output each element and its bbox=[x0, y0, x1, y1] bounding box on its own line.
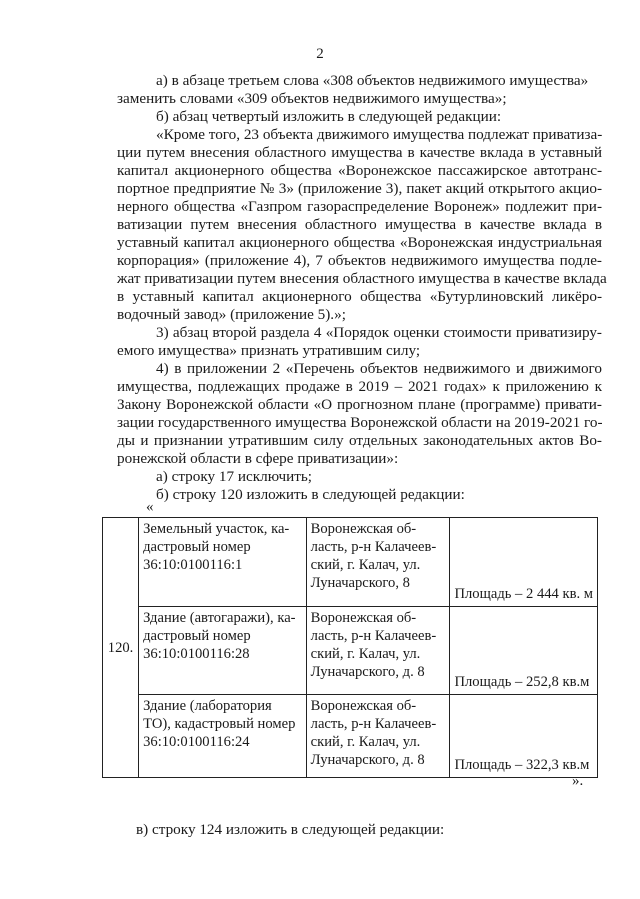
text-line: в уставный капитал акционерного общества «Бутурлиновский ликёро- bbox=[117, 288, 602, 305]
area-cell: Площадь – 322,3 кв.м bbox=[450, 695, 598, 778]
object-name-cell: Земельный участок, ка- дастровый номер 36:10:0100116:1 bbox=[139, 518, 307, 607]
text-line: емого имущества» признать утратившим силу; bbox=[117, 342, 421, 359]
close-quote: ». bbox=[572, 773, 584, 789]
text-line: зации государственного имущества Воронежской области на 2019-2021 го- bbox=[117, 414, 603, 431]
text-line: водочный завод» (приложение 5).»; bbox=[117, 306, 346, 323]
text-line: б) строку 120 изложить в следующей редакции: bbox=[156, 486, 465, 503]
page-number: 2 bbox=[316, 46, 324, 62]
text-line: а) строку 17 исключить; bbox=[156, 468, 313, 485]
property-table bbox=[102, 517, 598, 778]
text-line: «Кроме того, 23 объекта движимого имущества подлежат приватиза- bbox=[156, 126, 603, 143]
row-number: 120. bbox=[103, 518, 139, 778]
address-cell: Воронежская об- ласть, р-н Калачеев- ский, г. Калач, ул. Луначарского, 8 bbox=[306, 518, 450, 607]
text-line: 3) абзац второй раздела 4 «Порядок оценки стоимости приватизиру- bbox=[156, 324, 602, 341]
text-line: имущества, подлежащих продаже в 2019 – 2021 годах» к приложению к bbox=[117, 378, 602, 395]
text-line: а) в абзаце третьем слова «308 объектов недвижимого имущества» bbox=[156, 72, 589, 89]
address-cell: Воронежская об- ласть, р-н Калачеев- ский, г. Калач, ул. Луначарского, д. 8 bbox=[306, 695, 450, 778]
text-line: в) строку 124 изложить в следующей редакции: bbox=[136, 821, 445, 838]
table-row bbox=[103, 695, 598, 778]
object-name-cell: Здание (лаборатория ТО), кадастровый номер 36:10:0100116:24 bbox=[139, 695, 307, 778]
table-row bbox=[103, 518, 598, 607]
text-line: ции путем внесения областного имущества в качестве вклада в уставный bbox=[117, 144, 602, 161]
area-cell: Площадь – 252,8 кв.м bbox=[450, 607, 598, 695]
text-line: ды и признании утратившим силу отдельных законодательных актов Во- bbox=[117, 432, 602, 449]
text-line: заменить словами «309 объектов недвижимого имущества»; bbox=[117, 90, 507, 107]
text-line: корпорация» (приложение 4), 7 объектов недвижимого имущества подле- bbox=[117, 252, 602, 269]
text-line: жат приватизации путем внесения областного имущества в качестве вклада bbox=[117, 270, 607, 287]
text-line: Закону Воронежской области «О прогнозном плане (программе) привати- bbox=[117, 396, 602, 413]
address-cell: Воронежская об- ласть, р-н Калачеев- ский, г. Калач, ул. Луначарского, д. 8 bbox=[306, 607, 450, 695]
text-line: уставный капитал акционерного общества «Воронежская индустриальная bbox=[117, 234, 602, 251]
text-line: 4) в приложении 2 «Перечень объектов недвижимого и движимого bbox=[156, 360, 602, 377]
text-line: ватизации путем внесения областного имущества в качестве вклада в bbox=[117, 216, 602, 233]
open-quote: « bbox=[146, 499, 154, 515]
text-line: нерного общества «Газпром газораспределение Воронеж» подлежит при- bbox=[117, 198, 602, 215]
text-line: ронежской области в сфере приватизации»: bbox=[117, 450, 399, 467]
object-name-cell: Здание (автогаражи), ка- дастровый номер 36:10:0100116:28 bbox=[139, 607, 307, 695]
text-line: портное предприятие № 3» (приложение 3), пакет акций открытого акцио- bbox=[117, 180, 602, 197]
text-line: б) абзац четвертый изложить в следующей редакции: bbox=[156, 108, 502, 125]
table-row bbox=[103, 607, 598, 695]
area-cell: Площадь – 2 444 кв. м bbox=[450, 518, 598, 607]
text-line: капитал акционерного общества «Воронежское пассажирское автотранс- bbox=[117, 162, 602, 179]
